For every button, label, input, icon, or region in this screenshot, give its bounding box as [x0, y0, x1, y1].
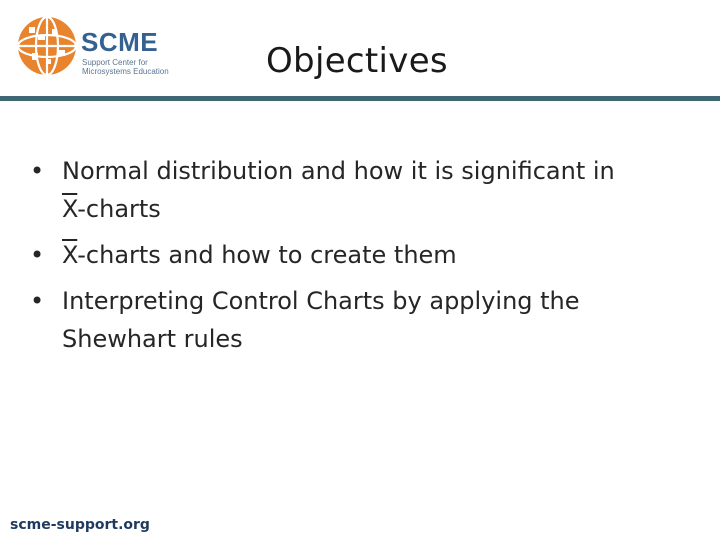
globe-icon	[16, 13, 78, 79]
bullet-marker: •	[30, 241, 45, 269]
logo-tagline-line2: Microsystems Education	[82, 67, 169, 76]
scme-logo	[16, 13, 186, 79]
bullet-marker: •	[30, 157, 45, 185]
list-item	[30, 282, 700, 358]
logo-wordmark: SCME	[81, 27, 159, 57]
x-bar-symbol: $\overline{X}$	[62, 241, 78, 269]
slide-title: Objectives	[266, 41, 448, 81]
logo-tagline	[82, 58, 169, 76]
bullet-text: -charts and how to create them	[77, 241, 457, 269]
list-item	[30, 152, 700, 228]
bullet-text: Interpreting Control Charts by applying the Shewhart rules	[62, 287, 580, 353]
bullet-marker: •	[30, 287, 45, 315]
title-divider	[0, 96, 720, 101]
bullet-text: Normal distribution and how it is significant in	[62, 157, 615, 185]
footer-site-link[interactable]: scme-support.org	[10, 517, 150, 533]
x-bar-symbol: $\overline{X}$	[62, 195, 78, 223]
objectives-list	[30, 152, 700, 366]
logo-tagline-line1: Support Center for	[82, 58, 148, 67]
bullet-text-continued: -charts	[77, 195, 161, 223]
list-item	[30, 236, 700, 274]
